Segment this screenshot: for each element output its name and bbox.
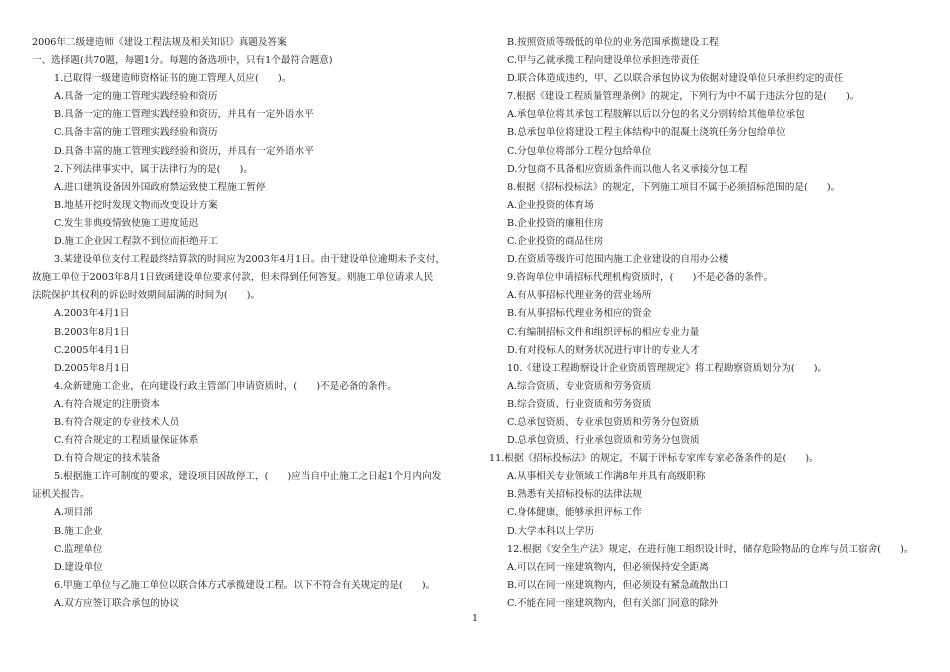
text-line: C.甲与乙就承揽工程向建设单位承担连带责任 bbox=[507, 55, 700, 67]
text-line: A.从事相关专业领域工作满8年并具有高级职称 bbox=[507, 471, 706, 483]
text-line: D.在资质等级许可范围内施工企业建设的自用办公楼 bbox=[507, 254, 729, 266]
text-line: D.有对投标人的财务状况进行审计的专业人才 bbox=[507, 344, 700, 356]
page-number: 1 bbox=[471, 613, 479, 624]
text-line: 11.根据《招标投标法》的规定，不属于评标专家库专家必备条件的是( )。 bbox=[489, 453, 819, 465]
text-line: B.有符合规定的专业技术人员 bbox=[54, 416, 180, 428]
text-line: A.可以在同一座建筑物内，但必须保持安全距离 bbox=[507, 561, 709, 573]
text-line: 10.《建设工程勘察设计企业资质管理规定》将工程勘察资质划分为( )。 bbox=[507, 362, 828, 374]
text-line: B.有从事招标代理业务相应的资金 bbox=[507, 308, 652, 320]
text-line: A.承包单位将其承包工程肢解以后以分包的名义分别转给其他单位承包 bbox=[507, 109, 805, 121]
text-line: C.不能在同一座建筑物内，但有关部门同意的除外 bbox=[507, 597, 719, 609]
text-line: A.企业投资的体育场 bbox=[507, 199, 594, 211]
text-line: D.具备丰富的施工管理实践经验和资历，并具有一定外语水平 bbox=[54, 145, 314, 157]
text-line: B.2003年8月1日 bbox=[54, 326, 130, 338]
right-column bbox=[489, 34, 929, 613]
text-line: D.建设单位 bbox=[54, 561, 103, 573]
text-line: B.企业投资的廉租住房 bbox=[507, 217, 604, 229]
text-line: B.具备一定的施工管理实践经验和资历，并具有一定外语水平 bbox=[54, 109, 314, 121]
text-line: D.大学本科以上学历 bbox=[507, 525, 595, 537]
text-line: B.施工企业 bbox=[54, 525, 103, 537]
text-line: C.分包单位将部分工程分包给单位 bbox=[507, 145, 652, 157]
text-line: B.总承包单位将建设工程主体结构中的混凝土浇筑任务分包给单位 bbox=[507, 127, 786, 139]
text-line: 7.根据《建设工程质量管理条例》的规定，下列行为中不属于违法分包的是( )。 bbox=[507, 91, 860, 103]
text-line: A.有从事招标代理业务的营业场所 bbox=[507, 290, 652, 302]
text-line: 12.根据《安全生产法》规定，在进行施工组织设计时，储存危险物品的仓库与员工宿舍( )。 bbox=[507, 543, 914, 555]
text-line: D.有符合规定的技术装备 bbox=[54, 453, 161, 465]
text-line: B.熟悉有关招标投标的法律法规 bbox=[507, 489, 642, 501]
text-line: 1.已取得一级建造师资格证书的施工管理人员应( )。 bbox=[54, 73, 292, 85]
text-line: B.地基开挖时发现文物而改变设计方案 bbox=[54, 199, 218, 211]
text-line: C.监理单位 bbox=[54, 543, 103, 555]
text-line: A.具备一定的施工管理实践经验和资历 bbox=[54, 91, 218, 103]
text-line: D.2005年8月1日 bbox=[54, 362, 130, 374]
text-line: B.可以在同一座建筑物内，但必须设有紧急疏散出口 bbox=[507, 579, 729, 591]
text-line: B.按照资质等级低的单位的业务范围承揽建设工程 bbox=[507, 37, 719, 48]
text-line: 5.根据施工许可制度的要求，建设项目因故停工，( )应当自中止施工之日起1个月内向发 bbox=[54, 471, 442, 483]
text-line: C.具备丰富的施工管理实践经验和资历 bbox=[54, 127, 218, 139]
text-line: B.综合资质、行业资质和劳务资质 bbox=[507, 398, 652, 410]
text-line: 4.众新建施工企业，在向建设行政主管部门申请资质时，( )不是必备的条件。 bbox=[54, 380, 397, 392]
text-line: A.2003年4月1日 bbox=[54, 308, 130, 320]
text-line: 法院保护其权利的诉讼时效期间届满的时间为( )。 bbox=[32, 290, 261, 302]
text-line: D.联合体造成违约，甲、乙以联合承包协议为依据对建设单位只承担约定的责任 bbox=[507, 73, 844, 85]
text-line: 9.咨询单位申请招标代理机构资质时，( )不是必备的条件。 bbox=[507, 272, 774, 284]
text-line: D.分包商不具备相应资质条件而以他人名义承接分包工程 bbox=[507, 163, 748, 175]
text-line: 2006年二级建造师《建设工程法规及相关知识》真题及答案 bbox=[32, 37, 287, 48]
text-line: A.双方应签订联合承包的协议 bbox=[54, 597, 180, 609]
text-line: C.总承包资质、专业承包资质和劳务分包资质 bbox=[507, 416, 700, 428]
text-line: D.施工企业因工程款不到位而拒绝开工 bbox=[54, 236, 218, 248]
text-line: 故施工单位于2003年8月1日致函建设单位要求付款，但未得到任何答复。则施工单位请求人民 bbox=[32, 272, 434, 284]
text-line: A.进口建筑设备因外国政府禁运致使工程施工暂停 bbox=[54, 181, 266, 193]
text-line: 一、选择题(共70题，每题1分。每题的备选项中，只有1个最符合题意) bbox=[32, 55, 333, 67]
text-line: 证机关报告。 bbox=[32, 489, 90, 501]
text-line: 6.甲施工单位与乙施工单位以联合体方式承揽建设工程。以下不符合有关规定的是( )。 bbox=[54, 579, 436, 591]
text-line: C.2005年4月1日 bbox=[54, 344, 130, 356]
text-line: D.总承包资质、行业承包资质和劳务分包资质 bbox=[507, 435, 700, 447]
text-line: 8.根据《招标投标法》的规定，下列施工项目不属于必须招标范围的是( )。 bbox=[507, 181, 841, 193]
text-line: A.项目部 bbox=[54, 507, 93, 519]
text-line: C.发生非典疫情致使施工进度延迟 bbox=[54, 217, 199, 229]
text-line: A.综合资质、专业资质和劳务资质 bbox=[507, 380, 652, 392]
text-line: 2.下列法律事实中，属于法律行为的是( )。 bbox=[54, 163, 253, 175]
text-line: 3.某建设单位支付工程最终结算款的时间应为2003年4月1日。由于建设单位逾期未予支付， bbox=[54, 254, 446, 266]
left-column bbox=[32, 34, 484, 613]
text-line: C.有符合规定的工程质量保证体系 bbox=[54, 435, 199, 447]
text-line: A.有符合规定的注册资本 bbox=[54, 398, 160, 410]
text-line: C.企业投资的商品住房 bbox=[507, 236, 604, 248]
text-line: C.有编制招标文件和组织评标的相应专业力量 bbox=[507, 326, 700, 338]
text-line: C.身体健康，能够承担评标工作 bbox=[507, 507, 642, 519]
